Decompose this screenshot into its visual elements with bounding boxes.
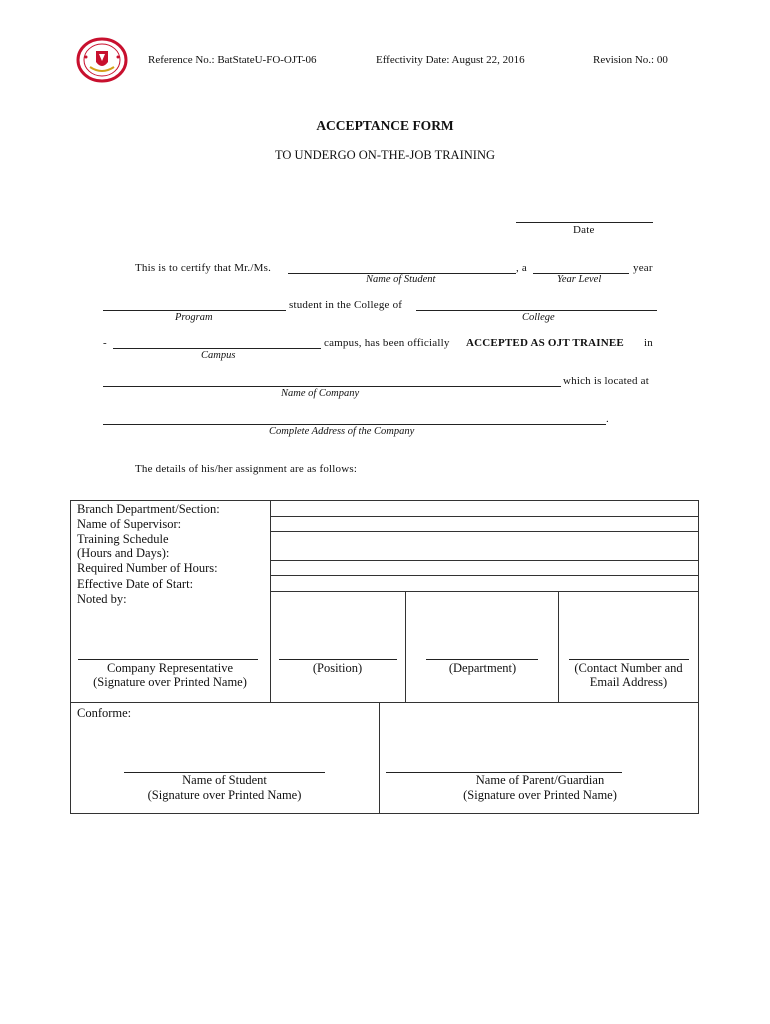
- parent-signature-caption: Name of Parent/Guardian: [475, 773, 605, 787]
- revision-number: Revision No.: 00: [593, 54, 668, 66]
- company-name-caption: Name of Company: [281, 388, 360, 399]
- certify-text: This is to certify that Mr./Ms.: [135, 262, 272, 274]
- certify-mid-text: , a: [516, 262, 527, 274]
- college-field[interactable]: [416, 310, 657, 311]
- accepted-text: ACCEPTED AS OJT TRAINEE: [466, 337, 624, 349]
- company-rep-caption-sub: (Signature over Printed Name): [93, 675, 247, 689]
- year-level-caption: Year Level: [557, 274, 602, 285]
- details-intro: The details of his/her assignment are as follows:: [135, 463, 358, 475]
- company-rep-signature-line[interactable]: [78, 659, 258, 660]
- located-text: which is located at: [563, 375, 649, 387]
- year-text: year: [633, 262, 653, 274]
- table-divider: [405, 591, 406, 702]
- supervisor-input[interactable]: [271, 517, 698, 531]
- program-caption: Program: [175, 312, 213, 323]
- start-label: Effective Date of Start:: [77, 577, 194, 591]
- campus-text: campus, has been officially: [324, 337, 450, 349]
- company-address-field[interactable]: [103, 424, 606, 425]
- noted-by-label: Noted by:: [77, 592, 127, 606]
- reference-number: Reference No.: BatStateU-FO-OJT-06: [148, 54, 317, 66]
- schedule-label-sub: (Hours and Days):: [77, 546, 170, 560]
- contact-caption: (Contact Number and: [574, 661, 683, 675]
- college-caption: College: [522, 312, 555, 323]
- table-rule: [70, 702, 699, 703]
- campus-field[interactable]: [113, 348, 321, 349]
- schedule-label: Training Schedule: [77, 532, 169, 546]
- start-date-input[interactable]: [271, 576, 698, 591]
- campus-caption: Campus: [201, 350, 236, 361]
- supervisor-label: Name of Supervisor:: [77, 517, 182, 531]
- conforme-label: Conforme:: [77, 706, 132, 720]
- address-period: .: [606, 413, 609, 425]
- table-rule: [270, 591, 699, 592]
- student-signature-caption-sub: (Signature over Printed Name): [147, 788, 302, 802]
- department-signature-line[interactable]: [426, 659, 538, 660]
- parent-signature-caption-sub: (Signature over Printed Name): [463, 788, 617, 802]
- department-caption: (Department): [448, 661, 517, 675]
- table-divider: [379, 702, 380, 814]
- student-name-caption: Name of Student: [366, 274, 436, 285]
- college-text: student in the College of: [289, 299, 403, 311]
- date-caption: Date: [573, 224, 595, 236]
- branch-input[interactable]: [271, 501, 698, 516]
- university-seal-icon: [76, 37, 128, 83]
- effectivity-date: Effectivity Date: August 22, 2016: [376, 54, 525, 66]
- contact-signature-line[interactable]: [569, 659, 689, 660]
- program-field[interactable]: [103, 310, 286, 311]
- contact-caption-sub: Email Address): [589, 675, 668, 689]
- position-signature-line[interactable]: [279, 659, 397, 660]
- in-text: in: [644, 337, 653, 349]
- hours-label: Required Number of Hours:: [77, 561, 218, 575]
- form-subtitle: TO UNDERGO ON-THE-JOB TRAINING: [274, 148, 495, 162]
- company-name-field[interactable]: [103, 386, 561, 387]
- branch-label: Branch Department/Section:: [77, 502, 220, 516]
- campus-dash: -: [103, 337, 107, 349]
- schedule-input[interactable]: [271, 532, 698, 560]
- hours-input[interactable]: [271, 561, 698, 575]
- position-caption: (Position): [312, 661, 363, 675]
- date-field[interactable]: [516, 222, 653, 223]
- company-rep-caption: Company Representative: [106, 661, 233, 675]
- form-title: ACCEPTANCE FORM: [316, 118, 454, 133]
- company-address-caption: Complete Address of the Company: [269, 426, 415, 437]
- student-signature-caption: Name of Student: [182, 773, 267, 787]
